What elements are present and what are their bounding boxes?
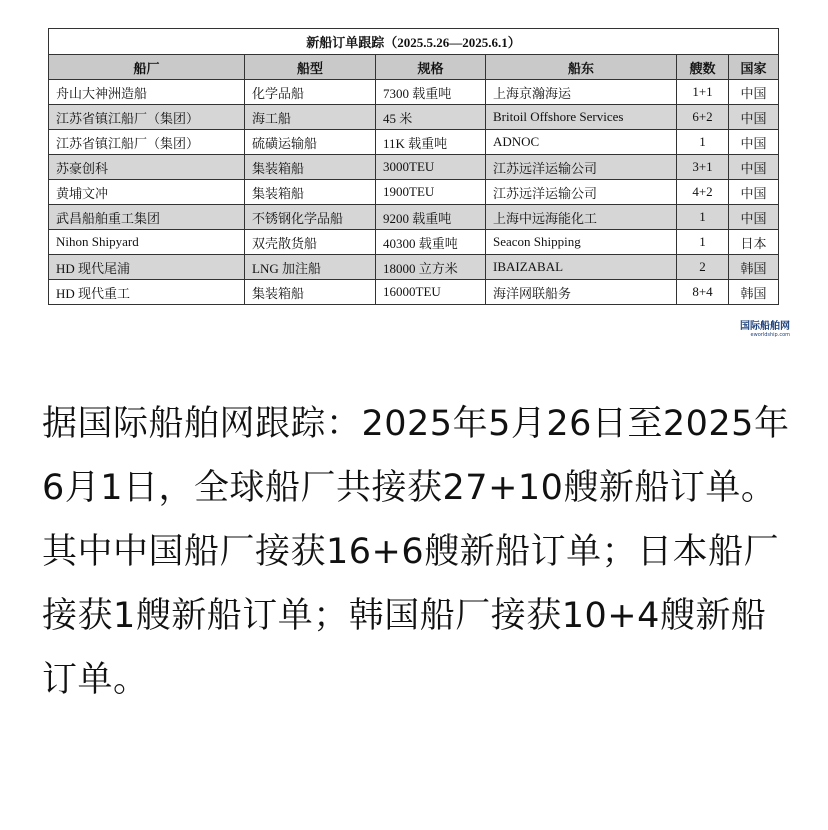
header-spec: 规格 [376, 55, 486, 80]
cell-owner: ADNOC [486, 130, 677, 155]
header-country: 国家 [729, 55, 779, 80]
cell-owner: 上海中远海能化工 [486, 205, 677, 230]
header-count: 艘数 [677, 55, 729, 80]
table-row [49, 230, 779, 255]
cell-country: 日本 [729, 230, 779, 255]
cell-ship-type: 集装箱船 [245, 280, 376, 305]
cell-ship-type: LNG 加注船 [245, 255, 376, 280]
cell-count: 1+1 [677, 80, 729, 105]
table-row [49, 80, 779, 105]
cell-count: 8+4 [677, 280, 729, 305]
article-paragraph: 据国际船舶网跟踪：2025年5月26日至2025年6月1日，全球船厂共接获27+10艘新船订单。其中中国船厂接获16+6艘新船订单；日本船厂接获1艘新船订单；韩国船厂接获10+4艘新船订单。 [42, 404, 790, 700]
cell-country: 中国 [729, 130, 779, 155]
cell-spec: 11K 载重吨 [376, 130, 486, 155]
table-row [49, 255, 779, 280]
cell-owner: 海洋网联船务 [486, 280, 677, 305]
cell-shipyard: HD 现代重工 [49, 280, 245, 305]
cell-country: 中国 [729, 205, 779, 230]
cell-shipyard: 苏豪创科 [49, 155, 245, 180]
cell-country: 韩国 [729, 280, 779, 305]
cell-shipyard: 黄埔文冲 [49, 180, 245, 205]
cell-count: 4+2 [677, 180, 729, 205]
cell-count: 1 [677, 130, 729, 155]
table-caption: 新船订单跟踪（2025.5.26—2025.6.1） [49, 29, 779, 55]
cell-owner: IBAIZABAL [486, 255, 677, 280]
table-row [49, 130, 779, 155]
cell-country: 中国 [729, 180, 779, 205]
table-row [49, 180, 779, 205]
watermark-cn-text: 国际船舶网 [740, 321, 790, 332]
cell-ship-type: 双壳散货船 [245, 230, 376, 255]
new-ship-orders-table-container [48, 28, 778, 305]
header-shipyard: 船厂 [49, 55, 245, 80]
cell-spec: 40300 载重吨 [376, 230, 486, 255]
cell-shipyard: Nihon Shipyard [49, 230, 245, 255]
cell-owner: Britoil Offshore Services [486, 105, 677, 130]
new-ship-orders-table [48, 28, 779, 305]
cell-owner: 江苏远洋运输公司 [486, 155, 677, 180]
cell-shipyard: 武昌船舶重工集团 [49, 205, 245, 230]
cell-owner: 江苏远洋运输公司 [486, 180, 677, 205]
cell-spec: 18000 立方米 [376, 255, 486, 280]
cell-owner: 上海京瀚海运 [486, 80, 677, 105]
cell-spec: 45 米 [376, 105, 486, 130]
cell-ship-type: 不锈钢化学品船 [245, 205, 376, 230]
header-ship-type: 船型 [245, 55, 376, 80]
cell-shipyard: HD 现代尾浦 [49, 255, 245, 280]
cell-country: 中国 [729, 80, 779, 105]
cell-count: 3+1 [677, 155, 729, 180]
cell-shipyard: 舟山大神洲造船 [49, 80, 245, 105]
table-row [49, 105, 779, 130]
eworldship-watermark-logo [730, 322, 790, 338]
cell-ship-type: 海工船 [245, 105, 376, 130]
cell-shipyard: 江苏省镇江船厂（集团） [49, 105, 245, 130]
cell-spec: 3000TEU [376, 155, 486, 180]
cell-ship-type: 化学品船 [245, 80, 376, 105]
cell-ship-type: 集装箱船 [245, 155, 376, 180]
table-row [49, 280, 779, 305]
cell-ship-type: 集装箱船 [245, 180, 376, 205]
table-header-row [49, 55, 779, 80]
cell-count: 1 [677, 230, 729, 255]
table-row [49, 155, 779, 180]
header-owner: 船东 [486, 55, 677, 80]
cell-spec: 9200 载重吨 [376, 205, 486, 230]
article-body [42, 392, 794, 712]
cell-spec: 16000TEU [376, 280, 486, 305]
cell-owner: Seacon Shipping [486, 230, 677, 255]
cell-country: 中国 [729, 155, 779, 180]
cell-count: 6+2 [677, 105, 729, 130]
cell-shipyard: 江苏省镇江船厂（集团） [49, 130, 245, 155]
table-row [49, 205, 779, 230]
cell-spec: 7300 载重吨 [376, 80, 486, 105]
cell-count: 1 [677, 205, 729, 230]
watermark-en-text: eworldship.com [750, 332, 790, 338]
cell-country: 中国 [729, 105, 779, 130]
cell-country: 韩国 [729, 255, 779, 280]
cell-ship-type: 硫磺运输船 [245, 130, 376, 155]
cell-count: 2 [677, 255, 729, 280]
cell-spec: 1900TEU [376, 180, 486, 205]
